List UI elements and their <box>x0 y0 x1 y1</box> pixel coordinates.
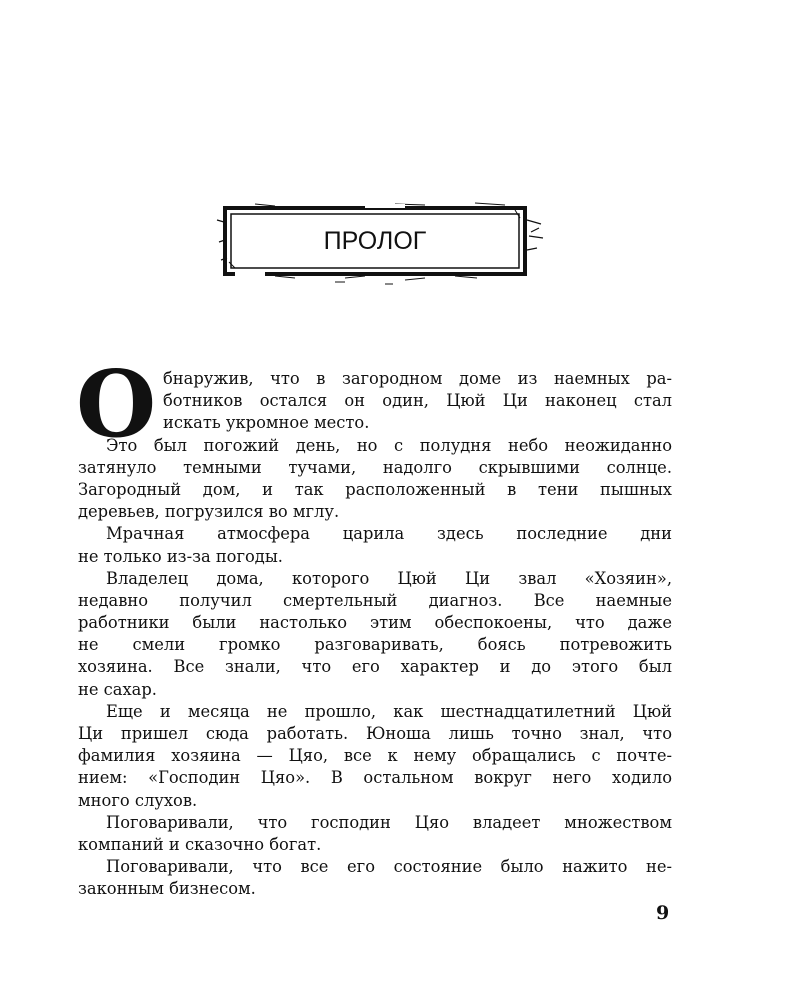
chapter-title-frame <box>225 208 525 274</box>
dropcap-lines <box>163 368 672 435</box>
text-line: недавно получил смертельный диагноз. Все наемные <box>78 590 672 610</box>
text-line: не только из-за погоды. <box>78 546 283 566</box>
text-line: Поговаривали, что господин Цяо владеет множеством <box>106 812 672 832</box>
text-line: компаний и сказочно богат. <box>78 834 322 854</box>
text-line: Владелец дома, которого Цюй Ци звал «Хозяин», <box>106 568 672 588</box>
text-line: ботников остался он один, Цюй Ци наконец стал <box>163 391 672 411</box>
text-line: Загородный дом, и так расположенный в тени пышных <box>78 479 672 499</box>
dropcap-letter: О <box>76 350 157 458</box>
paragraph <box>78 701 672 812</box>
text-line: Еще и месяца не прошло, как шестнадцатилетний Цюй <box>106 701 672 721</box>
chapter-title: ПРОЛОГ <box>323 226 427 255</box>
text-line: бнаружив, что в загородном доме из наемных ра- <box>163 369 672 388</box>
text-line: Ци пришел сюда работать. Юноша лишь точно знал, что <box>78 724 672 744</box>
chapter-body <box>76 350 672 901</box>
text-line: Поговаривали, что все его состояние было нажито не- <box>106 857 672 877</box>
text-line: нием: «Господин Цяо». В остальном вокруг него ходило <box>78 768 672 788</box>
paragraph <box>78 435 672 524</box>
paragraph <box>78 856 672 900</box>
text-line: не смели громко разговаривать, боясь потревожить <box>78 635 672 655</box>
paragraph <box>78 568 672 701</box>
text-line: Мрачная атмосфера царила здесь последние дни <box>106 524 672 544</box>
text-line: деревьев, погрузился во мглу. <box>78 502 340 522</box>
text-line: не сахар. <box>78 679 157 699</box>
text-line: Это был погожий день, но с полудня небо неожиданно <box>106 435 672 455</box>
text-line: законным бизнесом. <box>78 879 256 899</box>
paragraph <box>78 812 672 856</box>
paragraph <box>78 523 672 567</box>
text-line: искать укромное место. <box>163 413 370 433</box>
text-line: хозяина. Все знали, что его характер и до этого был <box>78 657 672 677</box>
text-line: затянуло темными тучами, надолго скрывшими солнце. <box>78 457 672 477</box>
text-line: работники были настолько этим обеспокоены, что даже <box>78 613 672 633</box>
text-line: фамилия хозяина — Цяо, все к нему обращались с почте- <box>78 746 672 766</box>
text-line: много слухов. <box>78 790 198 810</box>
page-number: 9 <box>656 902 670 924</box>
